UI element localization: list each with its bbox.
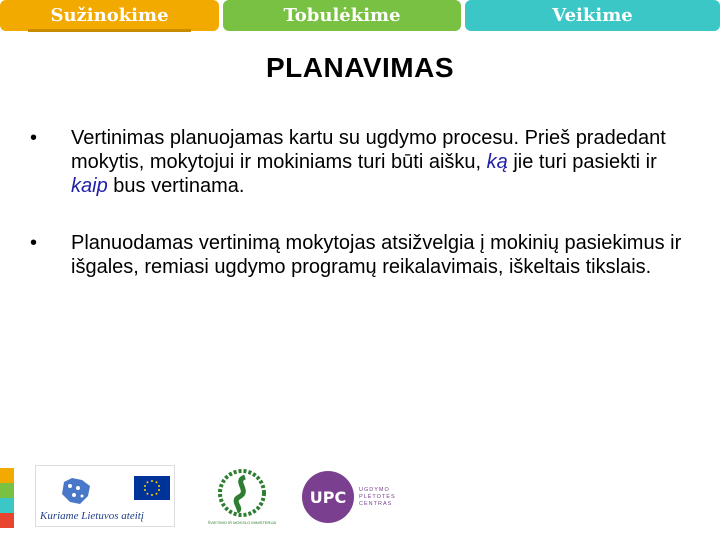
strip-segment: [0, 483, 14, 498]
tab-label: Tobulėkime: [283, 5, 401, 26]
eu-slogan: Kuriame Lietuvos ateitį: [40, 510, 144, 522]
upc-line: CENTRAS: [359, 501, 393, 507]
upc-logo: [300, 469, 410, 525]
color-strip: [0, 468, 14, 528]
lithuania-map-icon: [60, 476, 92, 506]
tab-suzinokime[interactable]: [0, 0, 219, 31]
bullet-text: bus vertinama.: [107, 175, 245, 197]
strip-segment: [0, 513, 14, 528]
eu-funding-logo: [35, 465, 175, 527]
tab-veikime[interactable]: [465, 0, 720, 31]
upc-circle-icon: [300, 469, 356, 525]
bullet-item: [30, 231, 690, 279]
tab-label: Veikime: [552, 5, 633, 26]
upc-line: UGDYMO: [359, 487, 390, 493]
bullet-list: [30, 126, 690, 312]
strip-segment: [0, 468, 14, 483]
top-tabs: [0, 0, 720, 31]
tab-tobulekime[interactable]: [223, 0, 461, 31]
bullet-dot-icon: •: [30, 232, 38, 254]
tab-label: Sužinokime: [28, 2, 190, 32]
upc-line: PLĖTOTĖS: [359, 494, 396, 500]
emphasis-kaip: kaip: [71, 175, 108, 197]
slide-title: PLANAVIMAS: [265, 52, 455, 83]
upc-mark: UPC: [309, 488, 347, 507]
bullet-item: [30, 126, 690, 198]
bullet-dot-icon: •: [30, 127, 38, 149]
strip-segment: [0, 498, 14, 513]
ministry-emblem-logo: [205, 467, 279, 527]
emphasis-ka: ką: [486, 151, 508, 173]
bullet-text: Planuodamas vertinimą mokytojas atsižvelgia į mokinių pasiekimus ir išgales, remiasi ugdymo programų reikalavimais, iškeltais tikslais.: [71, 232, 682, 278]
upc-text: [359, 487, 396, 508]
eu-flag-icon: [134, 476, 170, 500]
bullet-text: Vertinimas planuojamas kartu su ugdymo procesu. Prieš pradedant mokytis, mokytojui ir mokiniams turi būti aišku,: [71, 127, 666, 173]
emblem-caption: ŠVIETIMO IR MOKSLO MINISTERIJA: [207, 520, 277, 525]
wreath-emblem-icon: [205, 467, 279, 519]
bullet-text: jie turi pasiekti ir: [507, 151, 657, 173]
